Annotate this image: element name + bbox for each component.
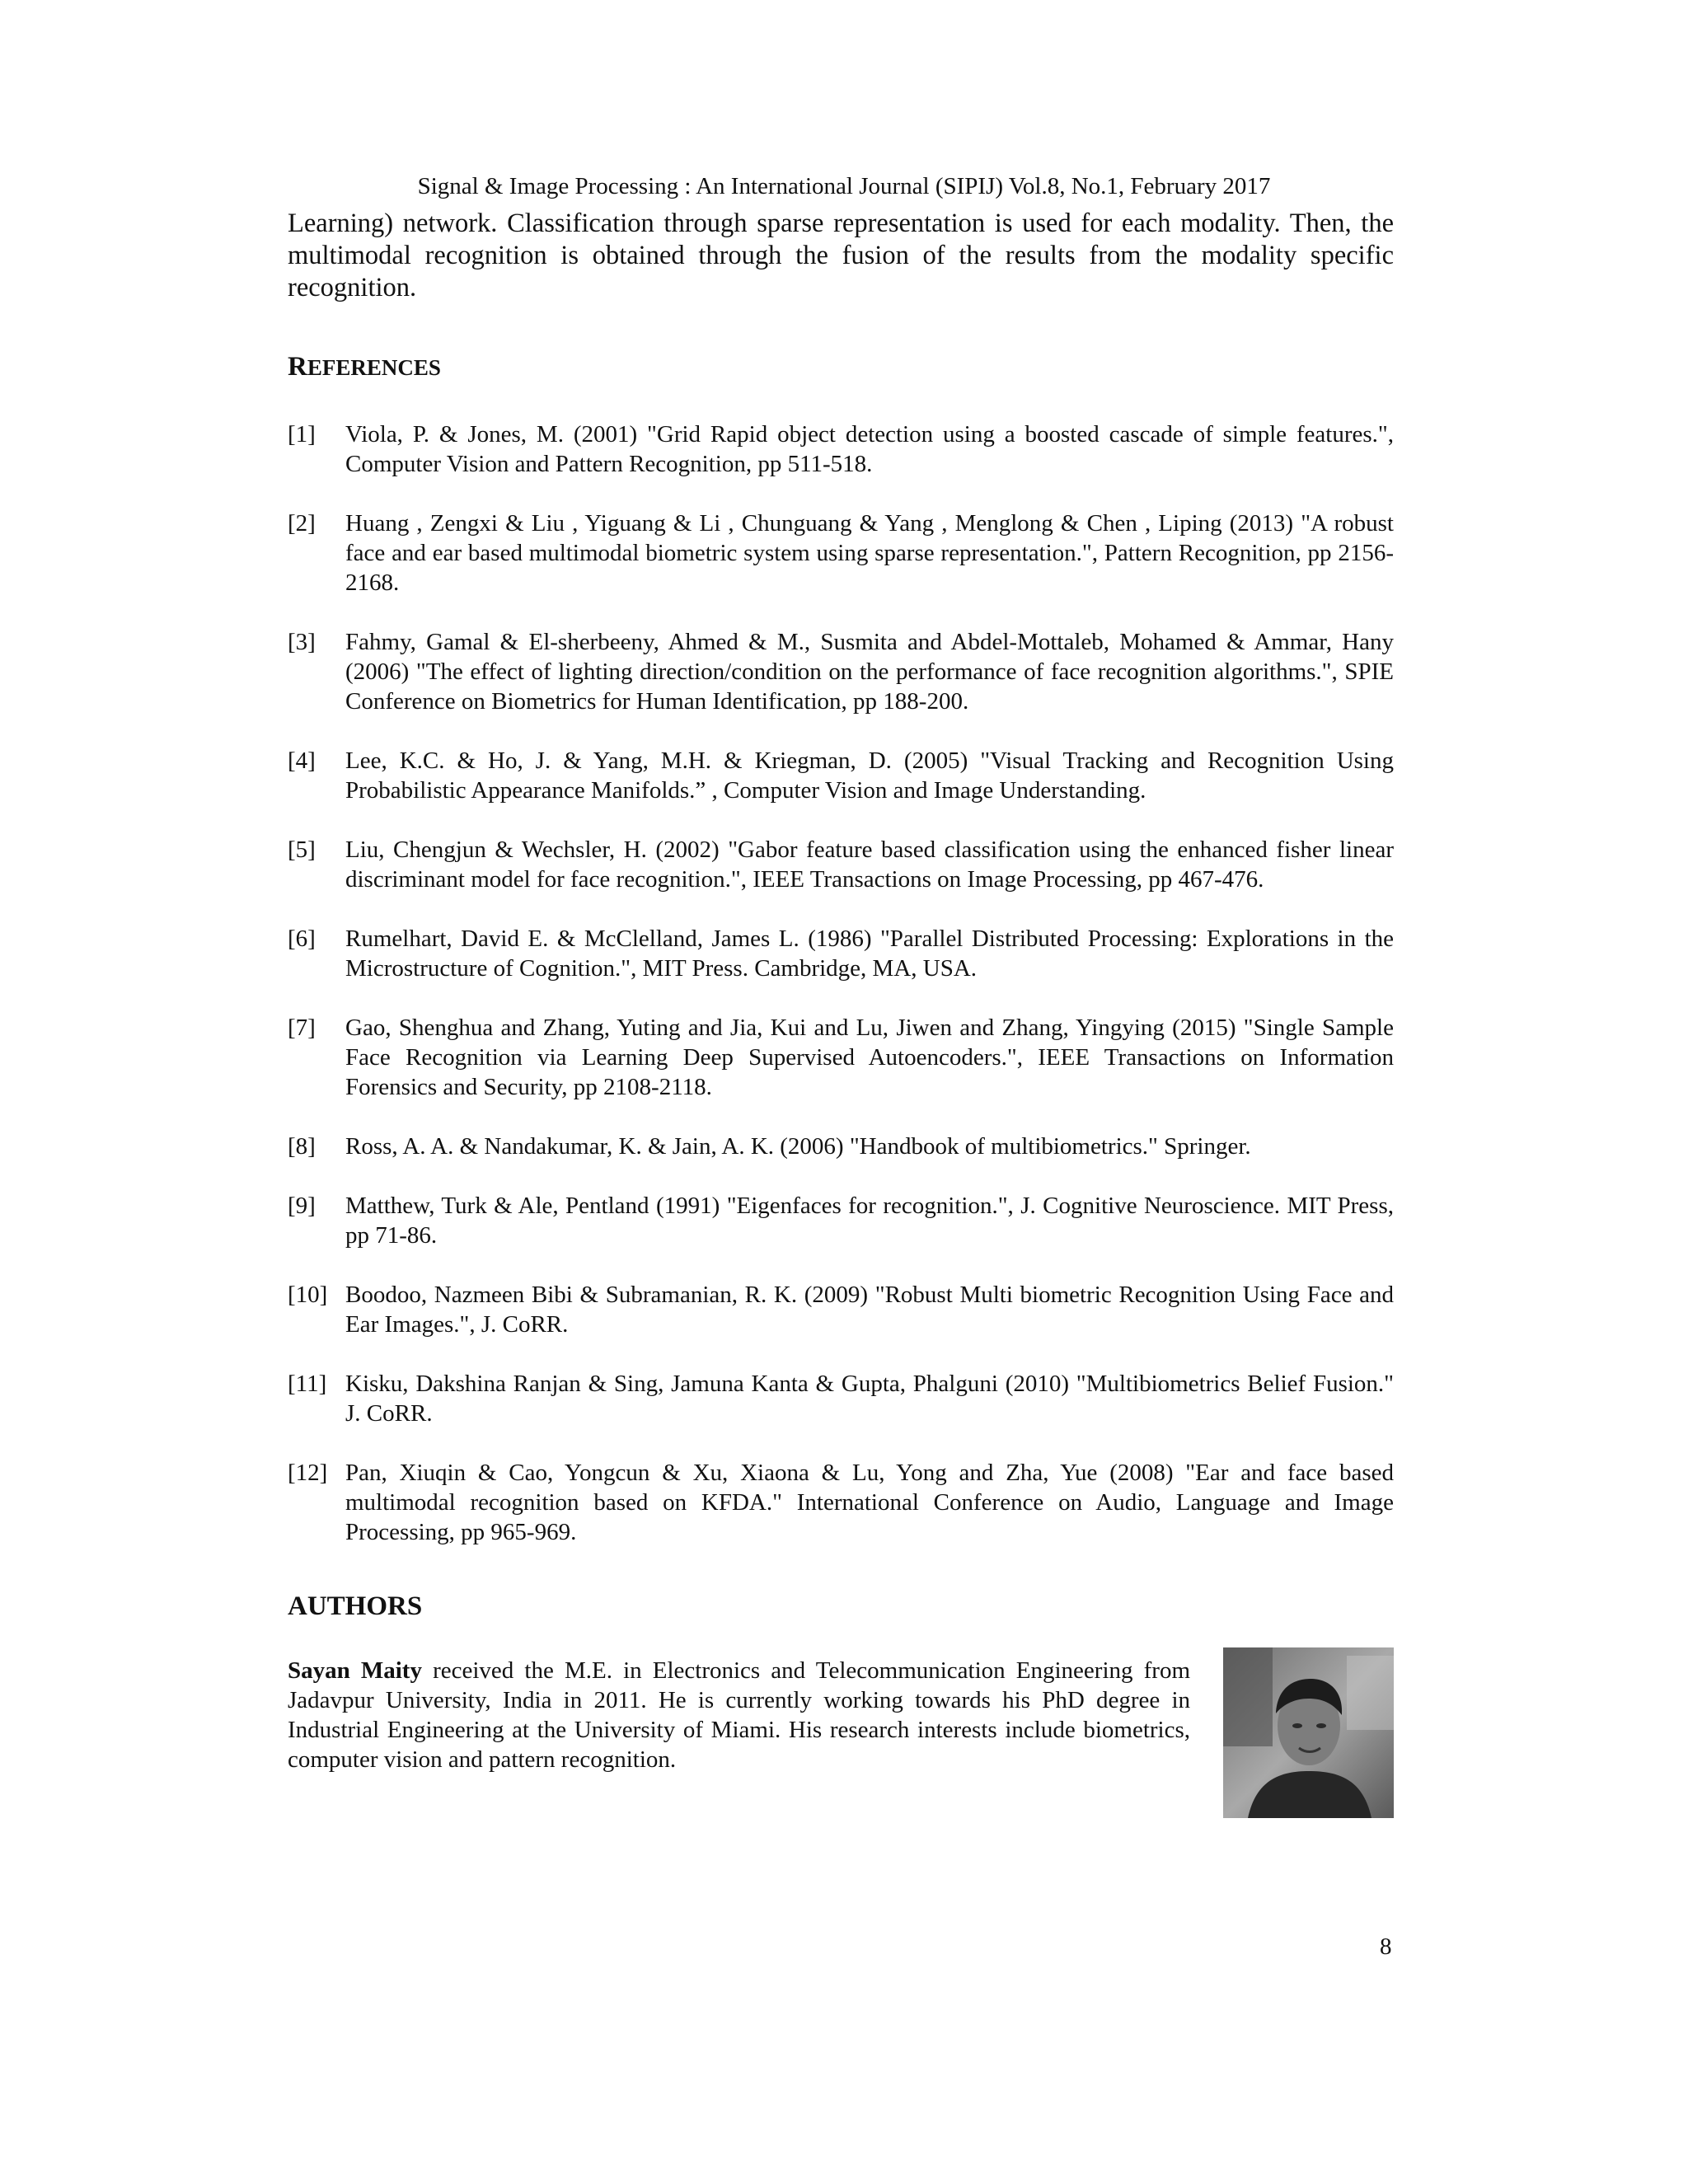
reference-text: Lee, K.C. & Ho, J. & Yang, M.H. & Kriegman, D. (2005) "Visual Tracking and Recognition Using Probabilistic Appearance Manifolds.” , Computer Vision and Image Understanding. — [345, 748, 1394, 804]
references-heading-initial: R — [288, 352, 307, 382]
author-photo — [1223, 1647, 1394, 1818]
author-bio-block — [288, 1656, 1394, 1818]
reference-item — [288, 746, 1394, 805]
reference-number: [7] — [288, 1015, 316, 1041]
reference-item — [288, 1458, 1394, 1547]
author-bio-text: received the M.E. in Electronics and Telecommunication Engineering from Jadavpur University, India in 2011. He is currently working towards his PhD degree in Industrial Engineering at the University of Miami. His research interests include biometrics, computer vision and pattern recognition. — [288, 1657, 1191, 1773]
reference-item — [288, 509, 1394, 598]
page-number: 8 — [1380, 1933, 1392, 1960]
reference-text: Ross, A. A. & Nandakumar, K. & Jain, A. K. (2006) "Handbook of multibiometrics." Springer. — [345, 1133, 1251, 1160]
reference-item — [288, 924, 1394, 983]
author-bio — [288, 1656, 1190, 1774]
reference-text: Matthew, Turk & Ale, Pentland (1991) "Eigenfaces for recognition.", J. Cognitive Neuroscience. MIT Press, pp 71-86. — [345, 1193, 1394, 1249]
references-heading-rest: EFERENCES — [307, 355, 441, 380]
reference-text: Pan, Xiuqin & Cao, Yongcun & Xu, Xiaona & Lu, Yong and Zha, Yue (2008) "Ear and face based multimodal recognition based on KFDA." International Conference on Audio, Language and Image Processing, pp 965-969. — [345, 1460, 1394, 1545]
reference-number: [3] — [288, 629, 316, 655]
reference-item — [288, 1013, 1394, 1102]
reference-number: [9] — [288, 1193, 316, 1219]
reference-text: Gao, Shenghua and Zhang, Yuting and Jia, Kui and Lu, Jiwen and Zhang, Yingying (2015) "Single Sample Face Recognition via Learning Deep Supervised Autoencoders.", IEEE Transactions on Information Forensics and Security, pp 2108-2118. — [345, 1015, 1394, 1100]
authors-heading: AUTHORS — [288, 1591, 423, 1621]
reference-item — [288, 1280, 1394, 1339]
reference-number: [4] — [288, 748, 316, 774]
reference-number: [12] — [288, 1460, 328, 1486]
reference-text: Fahmy, Gamal & El-sherbeeny, Ahmed & M., Susmita and Abdel-Mottaleb, Mohamed & Ammar, Hany (2006) "The effect of lighting direction/condition on the performance of face recognition algorithms.", SPIE Conference on Biometrics for Human Identification, pp 188-200. — [345, 629, 1394, 715]
running-header: Signal & Image Processing : An International Journal (SIPIJ) Vol.8, No.1, February 2017 — [417, 173, 1271, 199]
reference-item — [288, 419, 1394, 479]
reference-number: [8] — [288, 1133, 316, 1160]
reference-list — [288, 419, 1394, 1547]
reference-number: [5] — [288, 837, 316, 863]
reference-item — [288, 1132, 1394, 1161]
reference-number: [10] — [288, 1282, 328, 1308]
reference-text: Liu, Chengjun & Wechsler, H. (2002) "Gabor feature based classification using the enhanced fisher linear discriminant model for face recognition.", IEEE Transactions on Image Processing, pp 467-476. — [345, 837, 1394, 893]
author-photo-image — [1223, 1647, 1394, 1818]
page-content — [288, 208, 1394, 1818]
reference-text: Rumelhart, David E. & McClelland, James L. (1986) "Parallel Distributed Processing: Explorations in the Microstructure of Cognition.", MIT Press. Cambridge, MA, USA. — [345, 926, 1394, 982]
reference-text: Huang , Zengxi & Liu , Yiguang & Li , Chunguang & Yang , Menglong & Chen , Liping (2013) "A robust face and ear based multimodal biometric system using sparse representation.", Pattern Recognition, pp 2156-2168. — [345, 510, 1394, 596]
reference-item — [288, 1369, 1394, 1428]
references-heading — [288, 350, 1394, 384]
author-name: Sayan Maity — [288, 1657, 422, 1684]
reference-number: [11] — [288, 1371, 327, 1397]
reference-number: [1] — [288, 421, 316, 448]
reference-text: Boodoo, Nazmeen Bibi & Subramanian, R. K. (2009) "Robust Multi biometric Recognition Using Face and Ear Images.", J. CoRR. — [345, 1282, 1394, 1338]
reference-text: Kisku, Dakshina Ranjan & Sing, Jamuna Kanta & Gupta, Phalguni (2010) "Multibiometrics Belief Fusion." J. CoRR. — [345, 1371, 1394, 1427]
intro-paragraph: Learning) network. Classification through sparse representation is used for each modality. Then, the multimodal recognition is obtained through the fusion of the results from the modality specific recognition. — [288, 209, 1394, 302]
reference-number: [6] — [288, 926, 316, 952]
reference-item — [288, 1191, 1394, 1250]
reference-item — [288, 835, 1394, 894]
reference-item — [288, 627, 1394, 716]
reference-number: [2] — [288, 510, 316, 537]
reference-text: Viola, P. & Jones, M. (2001) "Grid Rapid object detection using a boosted cascade of simple features.", Computer Vision and Pattern Recognition, pp 511-518. — [345, 421, 1394, 477]
